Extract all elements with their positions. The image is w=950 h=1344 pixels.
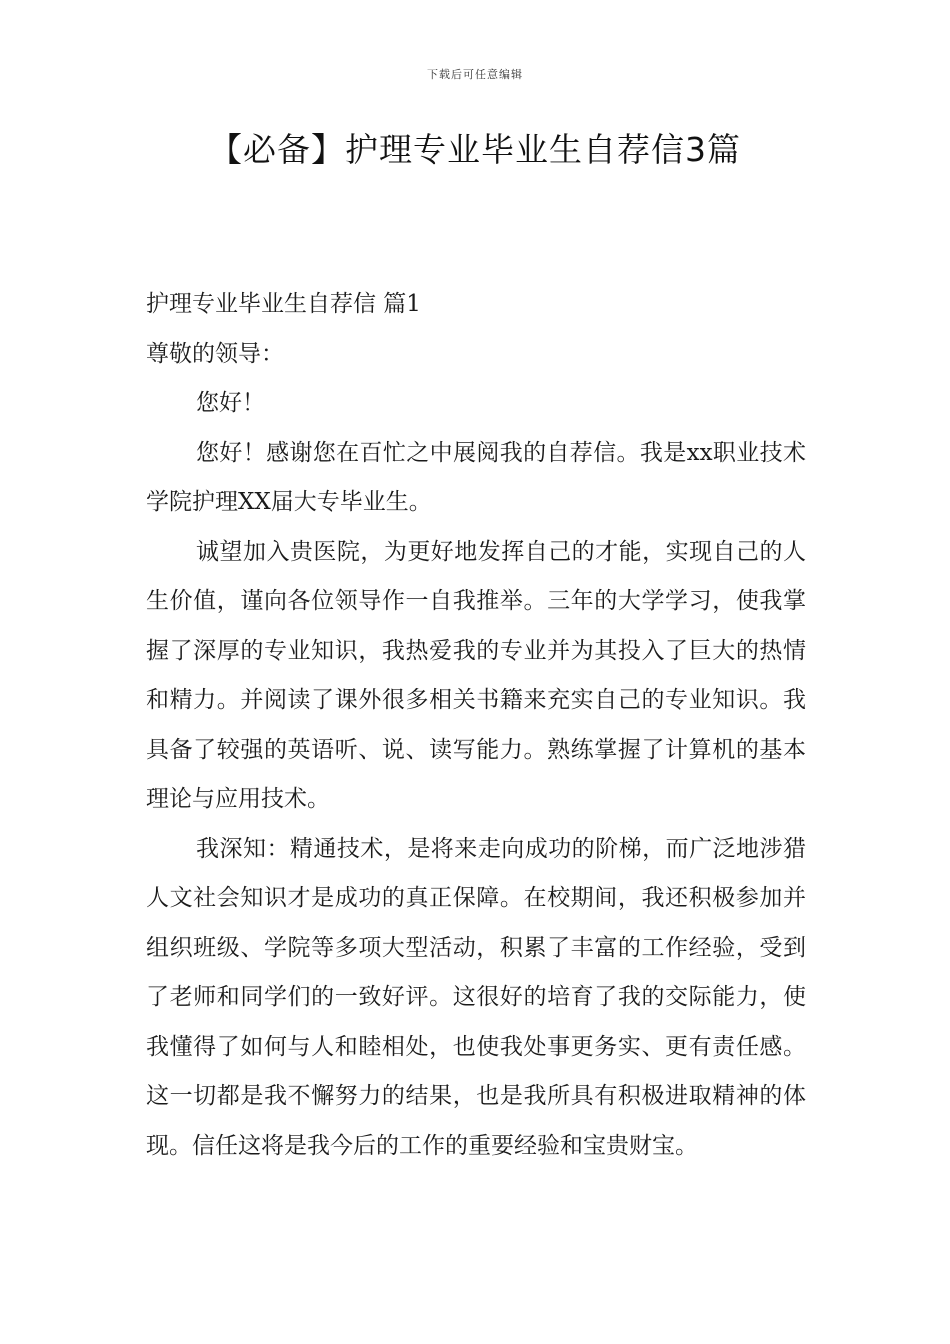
header-note: 下载后可任意编辑 bbox=[427, 68, 523, 81]
body-paragraph-activities: 我深知：精通技术，是将来走向成功的阶梯，而广泛地涉猎人文社会知识才是成功的真正保障。在校期间，我还积极参加并组织班级、学院等多项大型活动，积累了丰富的工作经验，受到了老师和同学们的一致好评。这很好的培育了我的交际能力，使我懂得了如何与人和睦相处，也使我处事更务实、更有责任感。这一切都是我不懈努力的结果，也是我所具有积极进取精神的体现。信任这将是我今后的工作的重要经验和宝贵财宝。 bbox=[146, 835, 806, 1159]
document-title: 【必备】护理专业毕业生自荐信3篇 bbox=[209, 130, 741, 169]
body-paragraph-skills: 诚望加入贵医院，为更好地发挥自己的才能，实现自己的人生价值，谨向各位领导作一自我推举。三年的大学学习，使我掌握了深厚的专业知识，我热爱我的专业并为其投入了巨大的热情和精力。并阅读了课外很多相关书籍来充实自己的专业知识。我具备了较强的英语听、说、读写能力。熟练掌握了计算机的基本理论与应用技术。 bbox=[146, 538, 806, 812]
document-body bbox=[146, 280, 806, 1171]
greeting-paragraph: 您好！ bbox=[196, 390, 265, 416]
section-title: 护理专业毕业生自荐信 篇1 bbox=[146, 291, 421, 317]
body-paragraph-intro: 您好！感谢您在百忙之中展阅我的自荐信。我是xx职业技术学院护理XX届大专毕业生。 bbox=[146, 439, 806, 515]
salutation: 尊敬的领导： bbox=[146, 340, 284, 367]
